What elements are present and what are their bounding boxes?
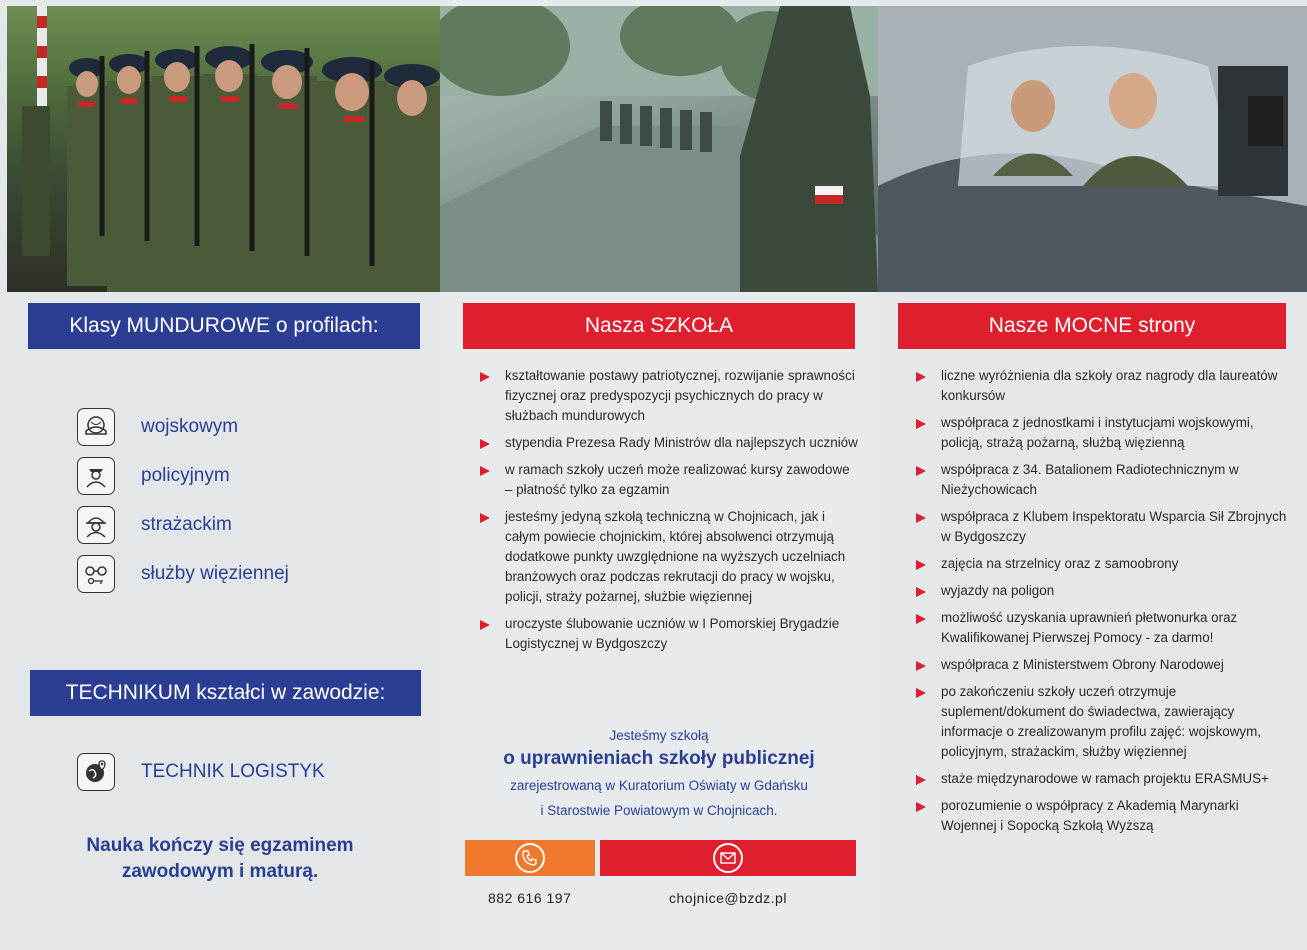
bullet-arrow-icon [480, 439, 490, 449]
school-features-list [480, 366, 860, 661]
list-item: współpraca z 34. Batalionem Radiotechnicznym w Nieżychowicach [916, 460, 1296, 500]
technikum-banner: TECHNIKUM kształci w zawodzie: [30, 670, 421, 716]
email-bar [600, 840, 856, 876]
list-item: stypendia Prezesa Rady Ministrów dla najlepszych uczniów [480, 433, 860, 453]
bullet-arrow-icon [916, 466, 926, 476]
handcuffs-key-icon [77, 555, 115, 593]
right-panel [878, 0, 1307, 950]
exam-note-line2: zawodowym i maturą. [121, 861, 319, 882]
bullet-arrow-icon [916, 419, 926, 429]
profile-label: policyjnym [141, 465, 230, 486]
list-item: po zakończeniu szkoły uczeń otrzymuje suplement/dokument do świadectwa, zawierający informacje o zrealizowanym profilu zajęć: wojskowym, policyjnym, strażackim, służby więziennej [916, 682, 1296, 762]
school-status [440, 727, 878, 823]
phone-number[interactable]: 882 616 197 [488, 890, 572, 906]
list-item: możliwość uzyskania uprawnień płetwonurka oraz Kwalifikowanej Pierwszej Pomocy - za darmo! [916, 608, 1296, 648]
profession-label: TECHNIK LOGISTYK [141, 761, 325, 782]
profile-police [77, 457, 230, 495]
list-item: współpraca z Ministerstwem Obrony Narodowej [916, 655, 1296, 675]
helmet-globe-icon [77, 408, 115, 446]
our-school-banner: Nasza SZKOŁA [463, 303, 855, 349]
profession-logistics [77, 753, 325, 791]
exam-note-line1: Nauka kończy się egzaminem [86, 835, 354, 856]
uniform-classes-banner: Klasy MUNDUROWE o profilach: [28, 303, 420, 349]
bullet-arrow-icon [916, 587, 926, 597]
bullet-arrow-icon [480, 372, 490, 382]
bullet-arrow-icon [916, 661, 926, 671]
firefighter-icon [77, 506, 115, 544]
list-item: zajęcia na strzelnicy oraz z samoobrony [916, 554, 1296, 574]
profile-label: służby więziennej [141, 563, 289, 584]
bullet-arrow-icon [480, 513, 490, 523]
profile-prison-service [77, 555, 289, 593]
list-item: uroczyste ślubowanie uczniów w I Pomorskiej Brygadzie Logistycznej w Bydgoszczy [480, 614, 860, 654]
list-item: kształtowanie postawy patriotycznej, rozwijanie sprawności fizycznej oraz predyspozycji psychicznych do pracy w służbach mundurowych [480, 366, 860, 426]
list-item: porozumienie o współpracy z Akademią Marynarki Wojennej i Sopocką Szkołą Wyższą [916, 796, 1296, 836]
globe-location-icon [77, 753, 115, 791]
phone-icon [515, 843, 545, 873]
list-item: współpraca z jednostkami i instytucjami wojskowymi, policją, strażą pożarną, służbą więzienną [916, 413, 1296, 453]
bullet-arrow-icon [916, 802, 926, 812]
left-panel [0, 0, 440, 950]
list-item: liczne wyróżnienia dla szkoły oraz nagrody dla laureatów konkursów [916, 366, 1296, 406]
exam-note [0, 833, 440, 885]
parade-march-photo [440, 6, 878, 292]
list-item: staże międzynarodowe w ramach projektu ERASMUS+ [916, 769, 1296, 789]
profile-label: strażackim [141, 514, 232, 535]
strengths-list [916, 366, 1296, 843]
bullet-arrow-icon [916, 775, 926, 785]
list-item: współpraca z Klubem Inspektoratu Wsparcia Sił Zbrojnych w Bydgoszczy [916, 507, 1296, 547]
profile-military [77, 408, 238, 446]
bullet-arrow-icon [916, 688, 926, 698]
profile-label: wojskowym [141, 416, 239, 437]
bullet-arrow-icon [916, 513, 926, 523]
email-address[interactable]: chojnice@bzdz.pl [669, 890, 787, 906]
status-line1: Jesteśmy szkołą [609, 728, 709, 743]
bullet-arrow-icon [916, 372, 926, 382]
envelope-icon [713, 843, 743, 873]
bullet-arrow-icon [916, 614, 926, 624]
status-line2: o uprawnieniach szkoły publicznej [503, 748, 815, 769]
police-officer-icon [77, 457, 115, 495]
bullet-arrow-icon [480, 620, 490, 630]
cadets-parade-photo [7, 6, 440, 292]
bullet-arrow-icon [916, 560, 926, 570]
bullet-arrow-icon [480, 466, 490, 476]
middle-panel [440, 0, 878, 950]
profile-firefighter [77, 506, 232, 544]
list-item: jesteśmy jedyną szkołą techniczną w Chojnicach, jak i całym powiecie chojnickim, której absolwenci otrzymują dodatkowe punkty uwzględnione na wyższych uczelniach branżowych oraz podczas rekrutacji do pracy w wojsku, policji, straży pożarnej, służbie więziennej [480, 507, 860, 607]
phone-bar [465, 840, 595, 876]
jet-cockpit-photo [878, 6, 1307, 292]
list-item: w ramach szkoły uczeń może realizować kursy zawodowe – płatność tylko za egzamin [480, 460, 860, 500]
list-item: wyjazdy na poligon [916, 581, 1296, 601]
status-line3: zarejestrowaną w Kuratorium Oświaty w Gdańsku [510, 778, 808, 793]
status-line4: i Starostwie Powiatowym w Chojnicach. [540, 803, 778, 818]
strengths-banner: Nasze MOCNE strony [898, 303, 1286, 349]
